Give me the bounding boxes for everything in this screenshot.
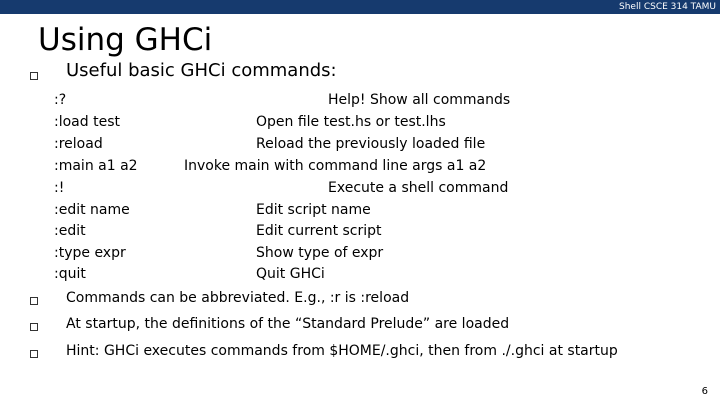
command-name: :quit <box>54 266 86 282</box>
note-text: Hint: GHCi executes commands from $HOME/.ghci, then from ./.ghci at startup <box>66 343 618 359</box>
course-tag: Shell CSCE 314 TAMU <box>619 2 716 12</box>
bullet-icon <box>30 297 38 305</box>
command-name: :edit name <box>54 202 130 218</box>
command-desc: Reload the previously loaded file <box>256 136 486 152</box>
command-desc: Edit current script <box>256 223 382 239</box>
command-name: :edit <box>54 223 86 239</box>
header-bar <box>0 0 720 14</box>
command-desc: Open file test.hs or test.lhs <box>256 114 446 130</box>
command-name: :reload <box>54 136 103 152</box>
intro-text: Useful basic GHCi commands: <box>66 60 337 81</box>
command-name: :type expr <box>54 245 126 261</box>
command-name: :main a1 a2 <box>54 158 138 174</box>
command-name: :! <box>54 180 65 196</box>
note-text: At startup, the definitions of the “Standard Prelude” are loaded <box>66 316 510 332</box>
command-desc: Invoke main with command line args a1 a2 <box>184 158 487 174</box>
slide-title: Using GHCi <box>38 22 213 58</box>
command-desc: Quit GHCi <box>256 266 325 282</box>
command-desc: Execute a shell command <box>328 180 509 196</box>
command-name: :load test <box>54 114 120 130</box>
command-desc: Edit script name <box>256 202 371 218</box>
bullet-icon <box>30 350 38 358</box>
page-number: 6 <box>701 386 708 397</box>
command-desc: Help! Show all commands <box>328 92 511 108</box>
bullet-icon <box>30 72 38 80</box>
command-desc: Show type of expr <box>256 245 384 261</box>
bullet-icon <box>30 323 38 331</box>
note-text: Commands can be abbreviated. E.g., :r is :reload <box>66 290 410 306</box>
command-name: :? <box>54 92 67 108</box>
